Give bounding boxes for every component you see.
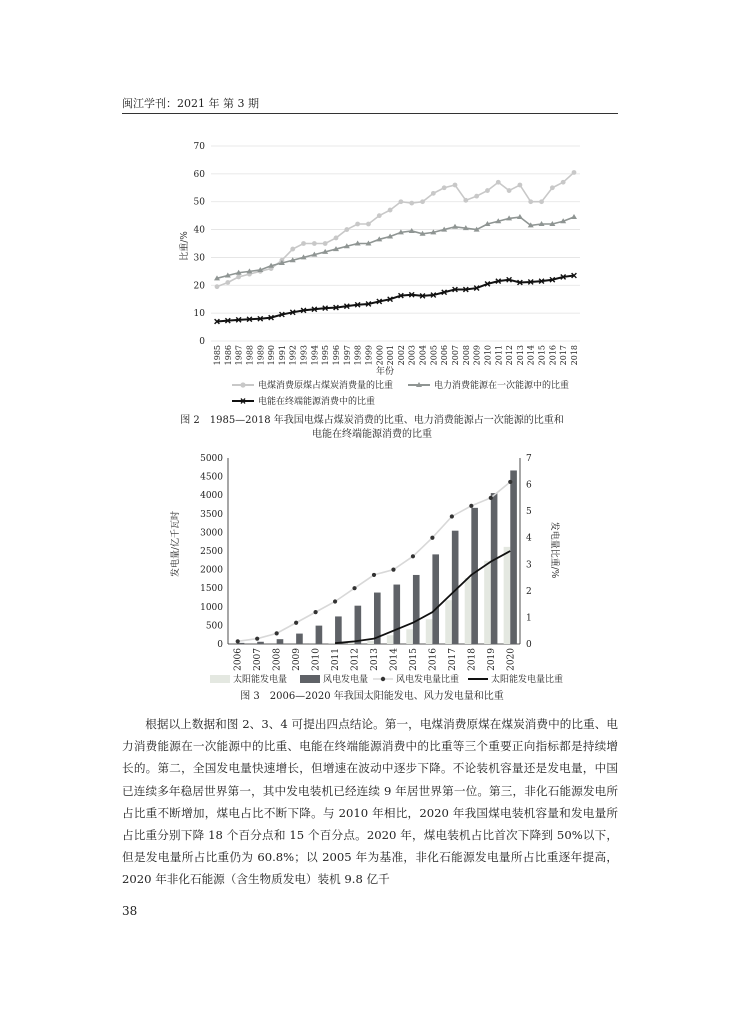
legend-label: 太阳能发电量比重 <box>491 675 564 685</box>
data-point <box>450 514 454 518</box>
legend-item <box>210 673 287 685</box>
legend-marker <box>381 677 385 681</box>
y2-tick-label: 1 <box>526 613 532 624</box>
page-number: 38 <box>122 904 138 918</box>
bar <box>432 554 439 644</box>
y-tick-label: 4000 <box>200 491 223 502</box>
figure3-bar-line-chart <box>150 448 590 698</box>
data-point <box>489 496 493 500</box>
x-tick-label: 2015 <box>537 345 547 366</box>
data-point <box>333 599 337 603</box>
bar <box>504 547 511 644</box>
y-gridlines <box>211 146 580 341</box>
bar <box>426 619 433 644</box>
x-tick-labels <box>234 648 517 671</box>
x-tick-label: 2013 <box>370 648 380 671</box>
y2-tick-label: 6 <box>526 480 532 491</box>
legend-label: 风电发电量比重 <box>396 675 460 685</box>
series-1 <box>214 214 577 280</box>
legend-label: 风电发电量 <box>323 675 369 685</box>
bar-series-group <box>238 470 517 644</box>
series-2 <box>215 273 577 324</box>
bar <box>471 508 478 644</box>
legend-label: 电煤消费原煤占煤炭消费量的比重 <box>258 381 394 391</box>
x-tick-label: 2004 <box>418 345 428 366</box>
data-point <box>469 504 473 508</box>
data-point <box>409 201 414 206</box>
legend-item <box>468 673 563 685</box>
y2-tick-label: 7 <box>526 454 532 464</box>
x-tick-label: 2009 <box>292 648 303 671</box>
y-tick-label: 4500 <box>200 472 223 483</box>
data-point <box>377 213 382 218</box>
data-point <box>442 185 447 190</box>
data-point <box>539 199 544 204</box>
x-tick-label: 1996 <box>332 345 341 366</box>
figure2-caption-line1: 图 2 1985—2018 年我国电煤占煤炭消费的比重、电力消费能源占一次能源的比重和 <box>180 415 564 426</box>
y-tick-label: 3000 <box>200 528 223 539</box>
x-tick-label: 2014 <box>526 345 536 366</box>
legend-swatch <box>300 675 320 683</box>
x-tick-label: 1989 <box>256 345 266 366</box>
legend-swatch <box>210 675 230 683</box>
x-tick-label: 2012 <box>350 648 361 671</box>
x-tick-label: 2006 <box>440 345 450 366</box>
data-point <box>255 637 259 641</box>
data-point <box>453 183 458 188</box>
x-tick-label: 2007 <box>253 648 264 671</box>
bar <box>296 634 303 644</box>
x-tick-label: 2007 <box>451 345 460 366</box>
bar <box>413 575 420 644</box>
x-tick-label: 2020 <box>506 648 517 671</box>
legend-marker <box>240 382 245 387</box>
running-head: 闽江学刊：2021 年 第 3 期 <box>122 97 259 110</box>
legend-item <box>232 395 375 407</box>
x-tick-label: 2014 <box>389 648 400 671</box>
right-y-tick-labels <box>526 454 532 650</box>
x-tick-label: 2017 <box>559 345 569 366</box>
figure2-caption-line2: 电能在终端能源消费的比重 <box>312 429 432 440</box>
x-tick-label: 1986 <box>223 345 233 366</box>
bar <box>257 642 264 644</box>
bar <box>387 635 394 644</box>
x-axis-label: 年份 <box>375 367 395 377</box>
y-axis-label: 比重/% <box>180 231 190 261</box>
series-line <box>335 551 510 643</box>
data-point <box>314 610 318 614</box>
bar <box>277 639 284 644</box>
data-point <box>496 180 501 185</box>
legend-item <box>408 379 569 391</box>
x-tick-label: 2006 <box>233 648 244 671</box>
y-tick-label: 20 <box>193 281 205 292</box>
x-tick-label: 2019 <box>486 648 497 671</box>
x-tick-label: 2016 <box>428 648 439 671</box>
x-tick-label: 2009 <box>472 345 482 366</box>
bar-series-1 <box>238 470 517 644</box>
x-tick-label: 2011 <box>494 345 504 366</box>
x-tick-label: 1993 <box>299 345 309 366</box>
bar <box>484 561 491 644</box>
y2-tick-label: 5 <box>526 507 532 518</box>
legend-label: 电力消费能源在一次能源中的比重 <box>434 381 570 391</box>
y2-tick-label: 4 <box>526 533 532 544</box>
x-tick-label: 2012 <box>505 345 515 366</box>
y-tick-label: 60 <box>193 169 205 180</box>
body-paragraph: 根据以上数据和图 2、3、4 可提出四点结论。第一，电煤消费原煤在煤炭消费中的比重、电力消费能源在一次能源中的比重、电能在终端能源消费中的比重等三个重要正向指标都是持续增长的。第二，全国发电量快速增长，但增速在波动中逐步下降。不论装机容量还是发电量，中国已连续多年稳居世界第一，其中发电装机已经连续 9 年居世界第一位。第三，非化石能源发电所占比重不断增加，煤电占比不断下降。与 2010 年相比，2020 年我国煤电装机容量和发电量所占比重分别下降 18 个百分点和 15 个百分点。2020 年，煤电装机占比首次下降到 50%以下，但是发电量所占比重仍为 60.8%；以 2005 年为基准，非化石能源发电量所占比重逐年提高，2020 年非化石能源（含生物质发电）装机 9.8 亿千 <box>122 717 618 887</box>
data-point <box>294 621 298 625</box>
bar <box>348 643 355 644</box>
data-point <box>411 554 415 558</box>
data-point <box>355 222 360 227</box>
bar <box>510 470 517 644</box>
x-tick-label: 1997 <box>342 345 352 366</box>
bar <box>465 578 472 644</box>
bar <box>393 585 400 644</box>
line-series-group <box>214 170 577 324</box>
y-tick-label: 50 <box>193 197 205 208</box>
x-tick-label: 1998 <box>353 345 363 366</box>
data-point <box>399 199 404 204</box>
x-tick-label: 1992 <box>288 345 298 366</box>
header-rule <box>122 113 618 114</box>
data-point <box>323 241 328 246</box>
y-tick-label: 0 <box>199 337 205 347</box>
data-point <box>572 170 577 175</box>
data-point <box>430 536 434 540</box>
bar <box>445 600 452 644</box>
data-point <box>344 227 349 232</box>
y-tick-label: 2000 <box>200 565 223 576</box>
x-tick-label: 1994 <box>310 345 320 366</box>
line-series-1 <box>335 551 510 643</box>
y2-tick-label: 2 <box>526 586 532 597</box>
legend-item <box>373 673 459 685</box>
y-tick-label: 5000 <box>200 454 223 464</box>
x-tick-label: 1990 <box>267 345 277 366</box>
x-tick-label: 2016 <box>548 345 558 366</box>
x-tick-label: 2018 <box>467 648 478 671</box>
bar <box>491 493 498 644</box>
figure2-line-chart <box>150 130 590 410</box>
legend <box>210 673 563 685</box>
bar <box>367 641 374 644</box>
y2-tick-label: 0 <box>526 640 532 650</box>
x-tick-label: 2017 <box>447 648 458 671</box>
data-point <box>463 198 468 203</box>
legend-label: 太阳能发电量 <box>233 675 288 685</box>
y2-tick-label: 3 <box>526 560 532 571</box>
x-tick-label: 2005 <box>429 345 439 366</box>
data-point <box>485 188 490 193</box>
bar <box>316 626 323 644</box>
data-point <box>334 236 339 241</box>
legend-label: 电能在终端能源消费中的比重 <box>258 397 376 407</box>
data-point <box>528 199 533 204</box>
y-tick-label: 1000 <box>200 602 223 613</box>
data-point <box>550 185 555 190</box>
bar <box>335 616 342 644</box>
legend-item <box>300 673 368 685</box>
data-point <box>507 188 512 193</box>
x-tick-label: 1999 <box>364 345 374 366</box>
x-tick-label: 2008 <box>461 345 471 366</box>
bar <box>355 606 362 644</box>
x-tick-label: 2003 <box>407 345 417 366</box>
x-tick-label: 1991 <box>277 345 287 366</box>
x-tick-label: 2011 <box>331 648 342 671</box>
x-tick-label: 2001 <box>386 345 396 366</box>
x-tick-label: 2015 <box>408 648 419 671</box>
data-point <box>352 586 356 590</box>
y-tick-label: 0 <box>217 640 223 650</box>
data-point <box>312 241 317 246</box>
data-point <box>388 208 393 213</box>
y-tick-label: 3500 <box>200 509 223 520</box>
x-tick-label: 1995 <box>321 345 331 366</box>
x-tick-label: 2008 <box>272 648 283 671</box>
data-point <box>225 280 230 285</box>
y-tick-label: 1500 <box>200 584 223 595</box>
data-point <box>236 275 241 280</box>
legend-item <box>232 379 393 391</box>
bar <box>406 629 413 644</box>
y-tick-label: 40 <box>193 225 205 236</box>
figure2-caption <box>142 414 602 442</box>
data-point <box>366 222 371 227</box>
data-point <box>561 180 566 185</box>
y-tick-labels <box>194 142 206 347</box>
y-axis-label: 发电量/亿千瓦时 <box>171 510 181 578</box>
x-tick-label: 1985 <box>213 345 222 366</box>
data-point <box>571 214 577 219</box>
legend <box>232 379 569 407</box>
data-point <box>301 241 306 246</box>
y-tick-label: 2500 <box>200 547 223 557</box>
data-point <box>290 247 295 252</box>
data-point <box>236 639 240 643</box>
x-tick-label: 1988 <box>245 345 255 366</box>
data-point <box>420 199 425 204</box>
data-point <box>391 568 395 572</box>
x-tick-label: 2018 <box>570 345 579 366</box>
y2-axis-label: 发电量比重/% <box>549 521 559 579</box>
data-point <box>508 480 512 484</box>
data-point <box>372 573 376 577</box>
left-y-tick-labels <box>200 454 223 650</box>
data-point <box>275 631 279 635</box>
data-point <box>518 183 523 188</box>
x-tick-label: 1987 <box>234 345 244 366</box>
data-point <box>215 284 220 289</box>
x-tick-labels <box>213 345 579 365</box>
x-tick-label: 2010 <box>311 648 322 671</box>
figure3-caption: 图 3 2006—2020 年我国太阳能发电、风力发电量和比重 <box>240 691 504 702</box>
x-tick-label: 2010 <box>483 345 493 366</box>
x-tick-label: 2002 <box>396 345 406 366</box>
y-tick-label: 30 <box>193 253 205 264</box>
data-point <box>474 194 479 199</box>
x-tick-label: 2013 <box>515 345 525 366</box>
y-tick-label: 10 <box>193 309 205 320</box>
y-tick-label: 70 <box>193 142 205 152</box>
y-tick-label: 500 <box>205 621 223 632</box>
x-tick-label: 2000 <box>375 345 385 366</box>
data-point <box>431 191 436 196</box>
